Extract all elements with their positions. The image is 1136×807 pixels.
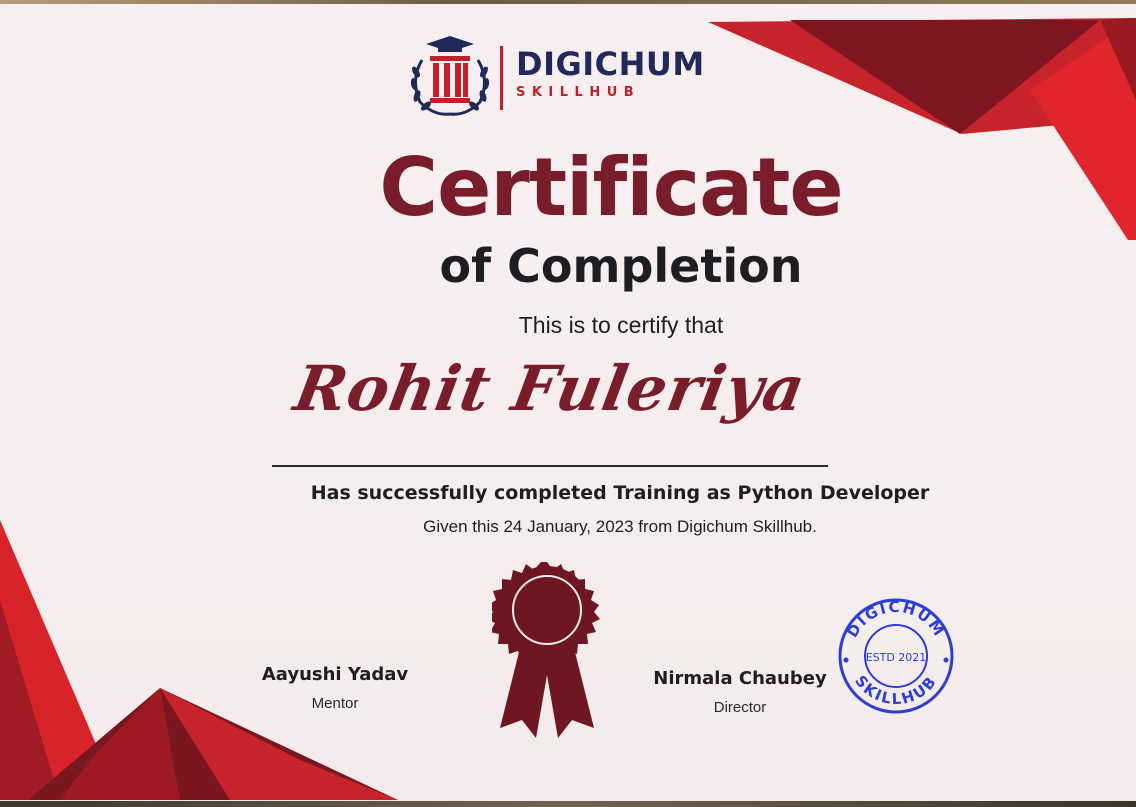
logo-divider [500, 46, 503, 110]
certificate-title: Certificate [379, 141, 843, 234]
recipient-name: Rohit Fuleriya [288, 352, 812, 425]
stamp-bottom-text: SKILLHUB [851, 671, 941, 709]
achievement-text: Has successfully completed Training as Python Developer [310, 482, 930, 504]
signatory-name: Aayushi Yadav [261, 664, 409, 685]
signatory-role: Director [713, 699, 767, 716]
stamp-top-text: DIGICHUM [843, 597, 949, 641]
certificate-subtitle: of Completion [439, 239, 803, 293]
brand-logo [404, 32, 704, 118]
certify-line: This is to certify that [518, 312, 724, 338]
svg-text:DIGICHUM [843, 598, 949, 641]
photo-edge-bottom [0, 801, 1136, 807]
name-underline [272, 465, 828, 467]
brand-subname: SKILLHUB [516, 85, 641, 100]
pillar-building-with-laurel-icon [404, 32, 496, 118]
logo-text [516, 45, 705, 100]
company-stamp [834, 594, 958, 718]
given-date-text: Given this 24 January, 2023 from Digichum Skillhub. [423, 517, 817, 536]
signatory-role: Mentor [311, 695, 359, 712]
stamp-center-text: ESTD 2021 [865, 651, 927, 664]
signatory-director [640, 668, 840, 716]
award-ribbon-icon [492, 560, 602, 740]
signatory-mentor [235, 664, 435, 712]
signatory-name: Nirmala Chaubey [653, 668, 827, 689]
brand-name: DIGICHUM [516, 45, 705, 83]
